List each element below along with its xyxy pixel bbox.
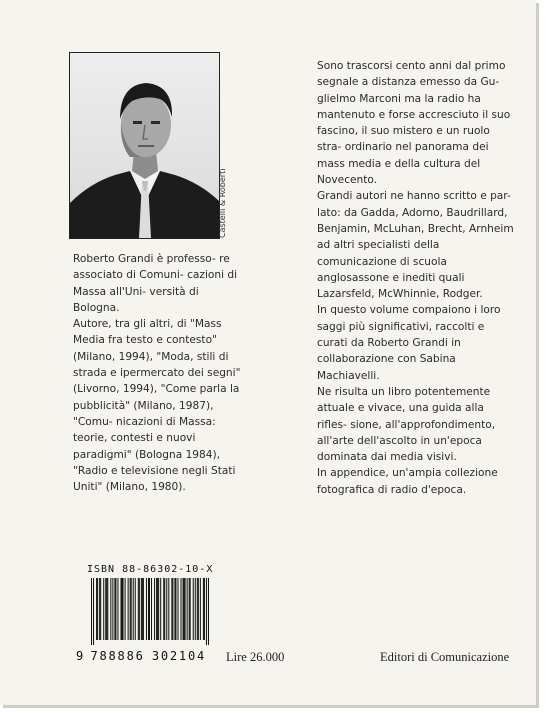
barcode-bar [142, 578, 143, 640]
barcode-bar [157, 578, 158, 640]
barcode-bar [203, 578, 204, 640]
barcode-bar [200, 578, 201, 640]
barcode-bar [105, 578, 106, 640]
photo-credit: Castelli & Roberti [218, 168, 227, 238]
barcode-bar [193, 578, 194, 640]
barcode-bar [148, 578, 149, 640]
description-paragraph: Ne risulta un libro potentemente attuale e vivace, una guida alla rifles- sione, all'approfondimento, all'arte dell'ascolto in un'epoca dominata dai media visivi. [317, 385, 496, 464]
description-paragraph: In appendice, un'ampia collezione fotografica di radio d'epoca. [317, 467, 498, 496]
ean-left-group: 788886 [90, 649, 145, 663]
barcode-bar [141, 578, 142, 640]
barcode-bar [91, 578, 92, 645]
barcode-bar [204, 578, 205, 640]
barcode [91, 578, 209, 645]
barcode-bar [138, 578, 139, 640]
barcode-bar [96, 578, 97, 640]
barcode-bar [187, 578, 188, 640]
barcode-bar [164, 578, 165, 640]
author-photo [69, 52, 220, 239]
barcode-bar [107, 578, 108, 640]
barcode-bar [100, 578, 101, 640]
barcode-bar [125, 578, 126, 640]
barcode-bar [131, 578, 132, 640]
barcode-bar [195, 578, 196, 640]
barcode-bar [181, 578, 182, 640]
barcode-bar [184, 578, 185, 640]
barcode-bar [139, 578, 140, 640]
barcode-bar [130, 578, 131, 640]
isbn-label: ISBN 88-86302-10-X [87, 564, 214, 575]
barcode-bar [171, 578, 172, 640]
barcode-bar [122, 578, 123, 640]
barcode-bar [185, 578, 186, 640]
barcode-bar [143, 578, 144, 640]
barcode-bar [160, 578, 161, 640]
publisher-name: Editori di Comunicazione [380, 650, 510, 664]
barcode-bar [112, 578, 113, 640]
author-biography [73, 251, 248, 495]
ean-number [76, 649, 206, 663]
barcode-bar [168, 578, 169, 640]
barcode-bar [156, 578, 157, 640]
barcode-bar [123, 578, 124, 640]
barcode-bar [183, 578, 184, 640]
author-portrait-image [70, 53, 219, 238]
bio-paragraph: Autore, tra gli altri, di "Mass Media fra testo e contesto" (Milano, 1994), "Moda, stili di strada e ipermercato dei segni" (Livorno, 1994), "Come parla la pubblicità" (Milano, 1987), "Comu- nicazioni di Massa: teorie, contesti e nuovi paradigmi" (Bologna 1984), "Radio e televisione negli Stati Uniti" (Milano, 1980). [73, 318, 241, 494]
price-label: Lire 26.000 [226, 650, 285, 664]
barcode-bar [198, 578, 199, 640]
barcode-bar [172, 578, 173, 640]
ean-right-group: 302104 [151, 649, 207, 663]
barcode-bar [158, 578, 159, 640]
description-paragraph: Grandi autori ne hanno scritto e par- lato: da Gadda, Adorno, Baudrillard, Benjamin, McLuhan, Brecht, Arnheim ad altri specialisti della comunicazione di scuola anglosassone e inediti quali Lazarsfeld, McWhinnie, Rodger. [317, 190, 514, 301]
barcode-bar [149, 578, 150, 640]
barcode-bar [103, 578, 104, 640]
barcode-bar [115, 578, 116, 640]
barcode-bar [190, 578, 191, 640]
barcode-bar [99, 578, 100, 640]
barcode-bar [121, 578, 122, 640]
barcode-bar [128, 578, 129, 640]
bio-paragraph: Roberto Grandi è professo- re associato di Comuni- cazioni di Massa all'Uni- versità di Bologna. [73, 253, 238, 314]
barcode-bar [110, 578, 111, 640]
barcode-bar [146, 578, 147, 640]
barcode-bar [151, 578, 152, 640]
barcode-bar [189, 578, 190, 640]
barcode-bar [114, 578, 115, 640]
barcode-bar [154, 578, 155, 640]
barcode-bar [166, 578, 167, 640]
barcode-bar [163, 578, 164, 640]
barcode-bar [97, 578, 98, 640]
barcode-bar [117, 578, 118, 640]
book-description [317, 58, 517, 498]
barcode-bar [175, 578, 176, 640]
barcode-bar [106, 578, 107, 640]
barcode-bar [197, 578, 198, 640]
description-paragraph: Sono trascorsi cento anni dal primo segnale a distanza emesso da Gu- glielmo Marconi ma la radio ha mantenuto e forse accresciuto il suo fascino, il suo mistero e un ruolo stra- ordinario nel panorama dei mass media e della cultura del Novecento. [317, 60, 511, 187]
barcode-bar [135, 578, 136, 640]
barcode-bar [174, 578, 175, 640]
barcode-bar [133, 578, 134, 640]
description-paragraph: In questo volume compaiono i loro saggi più significativi, raccolti e curati da Roberto Grandi in collaborazione con Sabina Machiavelli. [317, 304, 501, 382]
barcode-bar [93, 578, 94, 645]
barcode-bar [208, 578, 209, 645]
ean-first-digit: 9 [76, 649, 84, 663]
barcode-bar [206, 578, 207, 645]
barcode-bar [177, 578, 178, 640]
